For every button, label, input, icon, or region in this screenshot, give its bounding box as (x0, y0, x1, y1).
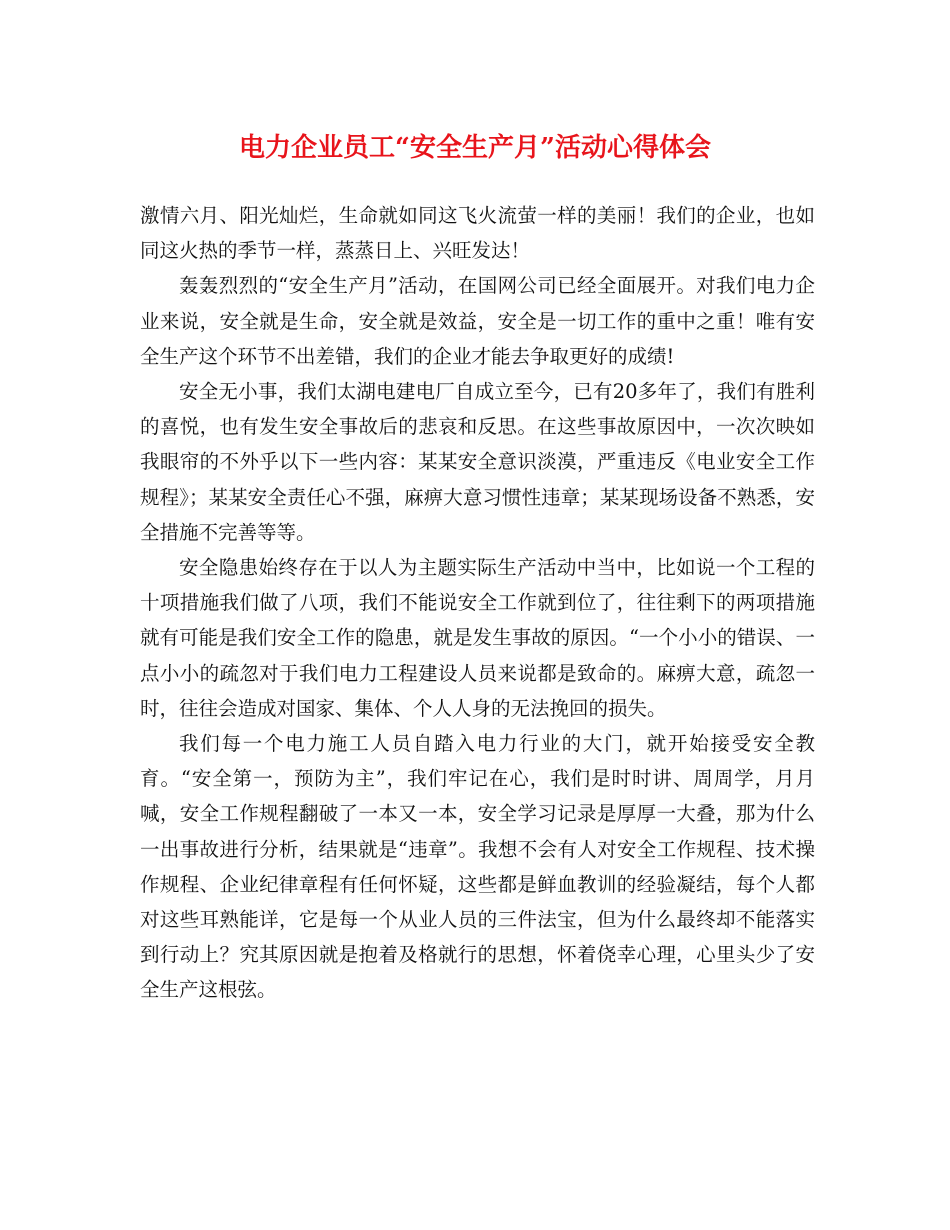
document-body (140, 198, 815, 1008)
paragraph-4: 安全隐患始终存在于以人为主题实际生产活动中当中，比如说一个工程的十项措施我们做了八项，我们不能说安全工作就到位了，往往剩下的两项措施就有可能是我们安全工作的隐患，就是发生事故的原因。“一个小小的错误、一点小小的疏忽对于我们电力工程建设人员来说都是致命的。麻痹大意，疏忽一时，往往会造成对国家、集体、个人人身的无法挽回的损失。 (140, 556, 815, 720)
document-title: 电力企业员工“安全生产月”活动心得体会 (239, 133, 711, 163)
paragraph-5: 我们每一个电力施工人员自踏入电力行业的大门，就开始接受安全教育。“安全第一，预防为主”，我们牢记在心，我们是时时讲、周周学，月月喊，安全工作规程翻破了一本又一本，安全学习记录是厚厚一大叠，那为什么一出事故进行分析，结果就是“违章”。我想不会有人对安全工作规程、技术操作规程、企业纪律章程有任何怀疑，这些都是鲜血教训的经验凝结，每个人都对这些耳熟能详，它是每一个从业人员的三件法宝，但为什么最终却不能落实到行动上？究其原因就是抱着及格就行的思想，怀着侥幸心理，心里头少了安全生产这根弦。 (140, 732, 815, 1002)
paragraph-3: 安全无小事，我们太湖电建电厂自成立至今，已有20多年了，我们有胜利的喜悦，也有发生安全事故后的悲哀和反思。在这些事故原因中，一次次映如我眼帘的不外乎以下一些内容：某某安全意识淡漠，严重违反《电业安全工作规程》；某某安全责任心不强，麻痹大意习惯性违章；某某现场设备不熟悉，安全措施不完善等等。 (140, 380, 815, 544)
paragraph-2: 轰轰烈烈的“安全生产月”活动，在国网公司已经全面展开。对我们电力企业来说，安全就是生命，安全就是效益，安全是一切工作的重中之重！唯有安全生产这个环节不出差错，我们的企业才能去争取更好的成绩! (140, 274, 815, 368)
paragraph-1: 激情六月、阳光灿烂，生命就如同这飞火流萤一样的美丽！我们的企业，也如同这火热的季节一样，蒸蒸日上、兴旺发达！ (140, 204, 815, 263)
